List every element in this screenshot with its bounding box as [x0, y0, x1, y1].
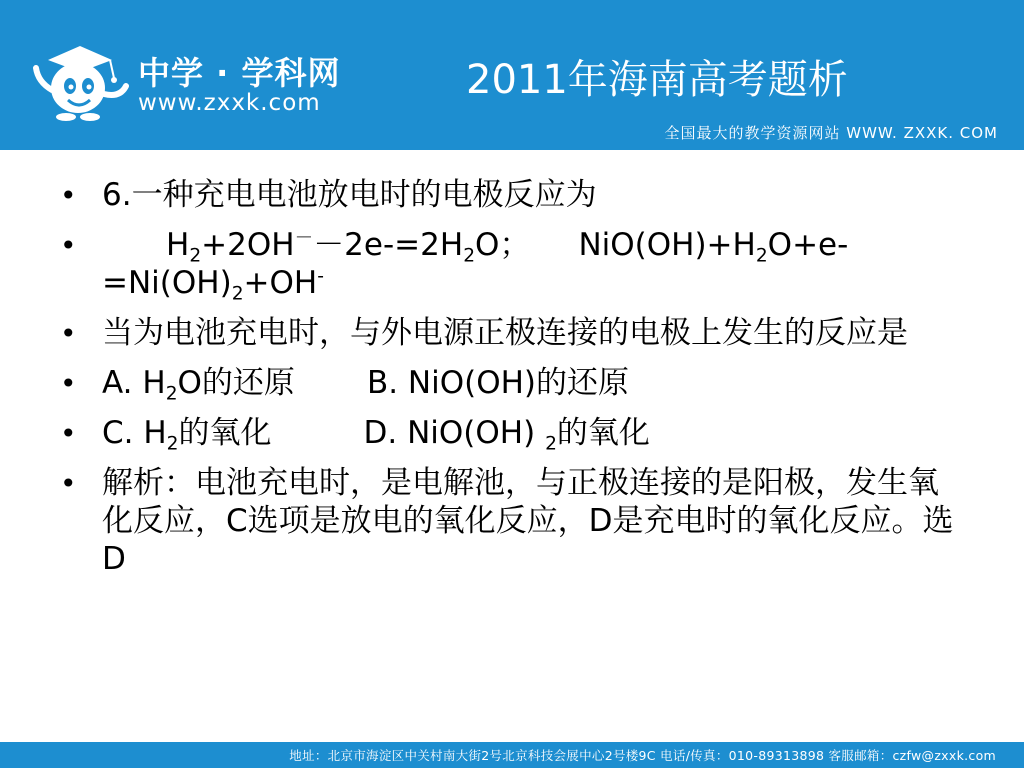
eq-ni-sub: 2 — [231, 283, 244, 305]
list-item-question-stem — [60, 176, 960, 214]
eq-oh-end-sup: - — [317, 265, 324, 287]
option-c: C. $H_2$的氧化 — [102, 415, 272, 455]
bullet-icon — [60, 414, 102, 453]
eq-o-end: O； — [475, 227, 531, 263]
eq-nio: NiO(OH)+H — [578, 227, 756, 263]
eq-h: H — [166, 227, 190, 263]
option-b: B. NiO(OH)的还原 — [366, 365, 630, 401]
eq-minus-e: －2e-=2H — [313, 227, 464, 263]
list-item-question — [60, 314, 960, 352]
logo-text: 中学 · 学科网 — [138, 54, 341, 92]
bullet-icon — [60, 314, 102, 353]
bullet-icon — [60, 176, 102, 215]
option-d: D. NiO(OH) $_2$的氧化 — [363, 415, 650, 455]
eq-ni-line: =Ni(OH) — [102, 265, 232, 301]
bullet-icon — [60, 464, 102, 503]
question-text: 当为电池充电时，与外电源正极连接的电极上发生的反应是 — [102, 315, 908, 351]
option-a: A. $H_2O$的还原 — [102, 365, 295, 405]
footer-contact: 地址：北京市海淀区中关村南大街2号北京科技会展中心2号楼9C 电话/传真：010-89313898 客服邮箱：czfw@zxxk.com — [289, 748, 996, 763]
header-bar — [0, 0, 1024, 150]
eq-h-sub: 2 — [189, 245, 202, 267]
eq-nio-sub: 2 — [755, 245, 768, 267]
list-item-options-cd — [60, 414, 960, 455]
list-item-options-ab — [60, 364, 960, 405]
header-slogan: 全国最大的教学资源网站 WWW. ZXXK. COM — [664, 124, 998, 142]
bullet-icon — [60, 226, 102, 265]
list-item-analysis — [60, 464, 960, 578]
bullet-icon — [60, 364, 102, 403]
analysis-text: 解析：电池充电时，是电解池，与正极连接的是阳极，发生氧化反应，C选项是放电的氧化反应，D是充电时的氧化反应。选D — [102, 465, 954, 577]
eq-nio-end: O+e- — [767, 227, 849, 263]
logo-url[interactable]: www.zxxk.com — [138, 90, 321, 116]
question-stem: 6.一种充电电池放电时的电极反应为 — [102, 177, 597, 213]
slide-content — [60, 176, 960, 590]
eq-water-sub: 2 — [463, 245, 476, 267]
graduate-mascot-icon — [30, 38, 134, 122]
eq-oh-sup: － — [294, 227, 314, 249]
eq-oh: +2OH — [201, 227, 295, 263]
page-title: 2011年海南高考题析 — [466, 57, 848, 103]
footer-bar — [0, 742, 1024, 768]
eq-oh-end: +OH — [243, 265, 318, 301]
list-item-equations — [60, 226, 960, 305]
